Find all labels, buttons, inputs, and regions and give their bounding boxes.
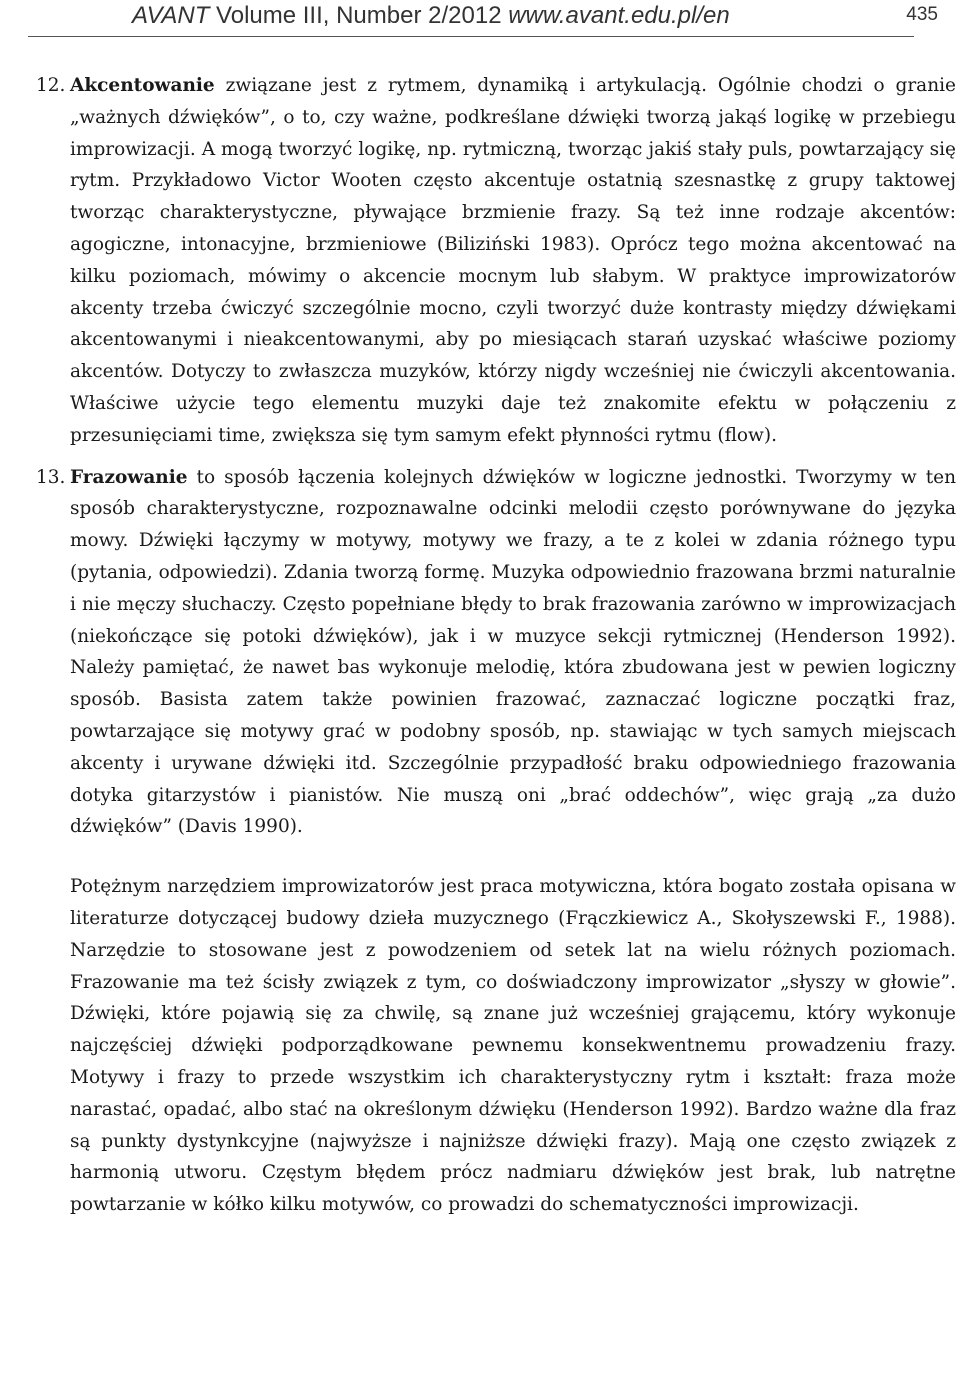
list-item-frazowanie (36, 462, 956, 844)
journal-name: AVANT (132, 2, 210, 29)
journal-url: www.avant.edu.pl/en (508, 2, 730, 29)
term-heading: Frazowanie (70, 466, 188, 488)
header-divider (28, 36, 914, 37)
journal-header (132, 2, 730, 30)
page-header (0, 0, 960, 40)
document-body (36, 70, 956, 1221)
list-item-number: 12. (36, 75, 66, 96)
page-number: 435 (906, 4, 938, 25)
list-item-body: związane jest z rytmem, dynamiką i artykulacją. Ogólnie chodzi o granie „ważnych dźwięków”, o to, czy ważne, podkreślane dźwięki tworzą jakąś logikę w przebiegu improwizacji. A mogą tworzyć logikę, np. rytmiczną, tworząc jakiś stały puls, powtarzający się rytm. Przykładowo Victor Wooten często akcentuje ostatnią szesnastkę z grupy taktowej tworząc charakterystyczne, pływające brzmienie frazy. Są też inne rodzaje akcentów: agogiczne, intonacyjne, brzmieniowe (Biliziński 1983). Oprócz tego można akcentować na kilku poziomach, mówimy o akcencie mocnym lub słabym. W praktyce improwizatorów akcenty trzeba ćwiczyć szczególnie mocno, czyli tworzyć duże kontrasty między dźwiękami akcentowanymi i nieakcentowanymi, aby po miesiącach starań uzyskać właściwe poziomy akcentów. Dotyczy to zwłaszcza muzyków, którzy nigdy wcześniej nie ćwiczyli akcentowania. Właściwe użycie tego elementu muzyki daje też znakomite efektu w połączeniu z przesunięciami time, zwiększa się tym samym efekt płynności rytmu (flow). (70, 75, 956, 446)
paragraph-text: Potężnym narzędziem improwizatorów jest praca motywiczna, która bogato została opisana w literaturze dotyczącej budowy dzieła muzycznego (Frączkiewicz A., Skołyszewski F., 1988). Narzędzie to stosowane jest z powodzeniem od setek lat na wielu różnych poziomach. Frazowanie ma też ścisły związek z tym, co doświadczony improwizator „słyszy w głowie”. Dźwięki, które pojawią się za chwilę, są znane już wcześniej grającemu, który wykonuje najczęściej dźwięki podporządkowane pewnemu konsekwentnemu prowadzeniu frazy. Motywy i frazy to przede wszystkim ich charakterystyczny rytm i kształt: fraza może narastać, opadać, albo stać na określonym dźwięku (Henderson 1992). Bardzo ważne dla fraz są punkty dystynkcyjne (najwyższe i najniższe dźwięki frazy). Mają one często związek z harmonią utworu. Częstym błędem prócz nadmiaru dźwięków jest brak, lub natrętne powtarzanie w kółko kilku motywów, co prowadzi do schematyczności improwizacji. (70, 876, 956, 1216)
list-item-text (70, 462, 956, 844)
list-item-number: 13. (36, 466, 66, 488)
term-heading: Akcentowanie (70, 75, 215, 96)
list-item-text (70, 70, 956, 452)
list-item-body: to sposób łączenia kolejnych dźwięków w logiczne jednostki. Tworzymy w ten sposób charakterystyczne, rozpoznawalne odcinki melodii często porównywane do języka mowy. Dźwięki łączymy w motywy, motywy we frazy, a te z kolei w zdania różnego typu (pytania, odpowiedzi). Zdania tworzą formę. Muzyka odpowiednio frazowana brzmi naturalnie i nie męczy słuchaczy. Często popełniane błędy to brak frazowania zarówno w improwizacjach (niekończące się potoki dźwięków), jak i w muzyce sekcji rytmicznej (Henderson 1992). Należy pamiętać, że nawet bas wykonuje melodię, która zbudowana jest w pewien logiczny sposób. Basista zatem także powinien frazować, zaznaczać logiczne początki fraz, powtarzające się motywy grać w podobny sposób, np. stawiając w tych samych miejscach akcenty i urywane dźwięki itd. Szczególnie przypadłość braku odpowiedniego frazowania dotyka gitarzystów i pianistów. Nie muszą oni „brać oddechów”, więc grają „za dużo dźwięków” (Davis 1990). (70, 466, 956, 838)
body-paragraph (36, 871, 956, 1221)
list-item-akcentowanie (36, 70, 956, 452)
journal-info: Volume III, Number 2/2012 (209, 2, 502, 29)
